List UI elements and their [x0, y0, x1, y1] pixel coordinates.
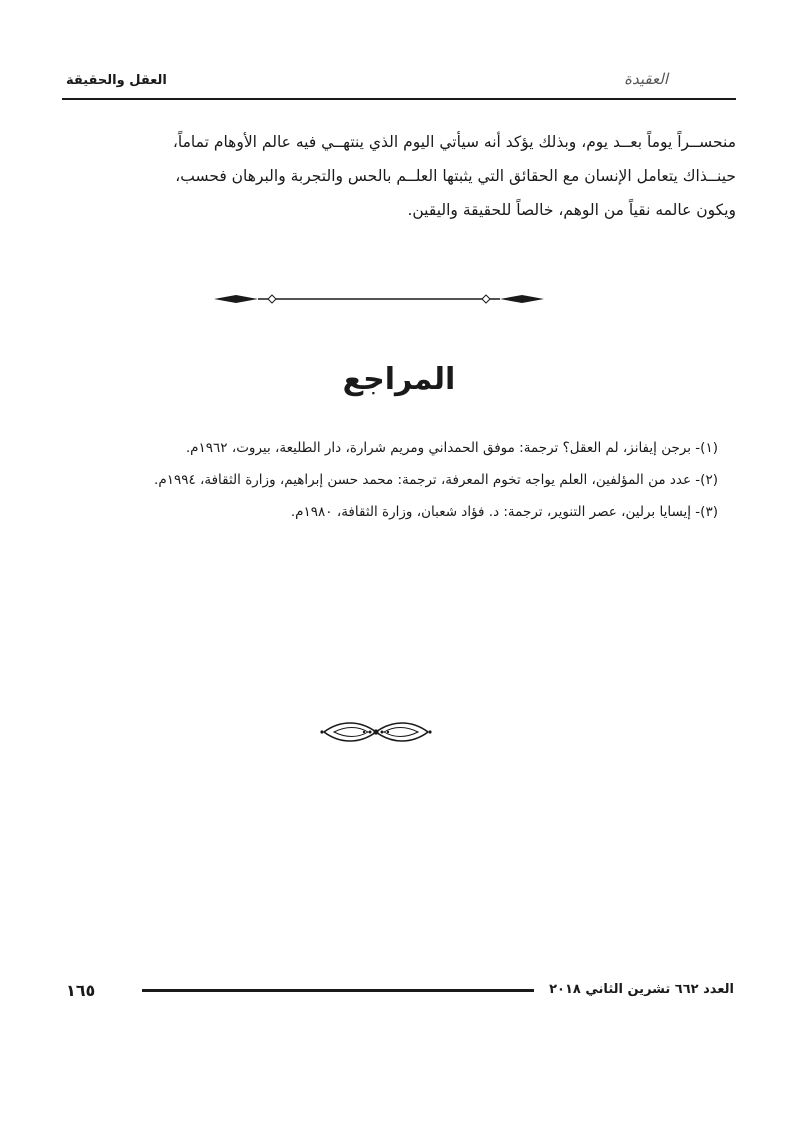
- body-paragraph: [60, 125, 736, 227]
- reference-item: (٣)- إيسايا برلين، عصر التنوير، ترجمة: د. فؤاد شعبان، وزارة الثقافة، ١٩٨٠م.: [290, 504, 718, 520]
- end-ornament: [320, 716, 432, 748]
- body-line: منحســراً يوماً بعــد يوم، وبذلك يؤكد أنه سيأتي اليوم الذي ينتهــي فيه عالم الأوهام تماماً،: [172, 133, 736, 151]
- reference-item: (١)- برجن إيفانز، لم العقل؟ ترجمة: موفق الحمداني ومريم شرارة، دار الطليعة، بيروت، ١٩٦٢م.: [185, 440, 718, 456]
- footer-rule: [142, 989, 534, 992]
- header-rule: [62, 98, 736, 100]
- running-title: العقل والحقيقة: [66, 73, 167, 88]
- reference-item: (٢)- عدد من المؤلفين، العلم يواجه تخوم المعرفة، ترجمة: محمد حسن إبراهيم، وزارة الثقافة، ١٩٩٤م.: [154, 472, 718, 488]
- journal-logo: العقيدة: [624, 70, 668, 88]
- references-list: [58, 432, 718, 528]
- body-line: حينــذاك يتعامل الإنسان مع الحقائق التي يثبتها العلــم بالحس والتجربة والبرهان فحسب،: [175, 167, 736, 185]
- references-heading: المراجع: [342, 362, 456, 397]
- section-divider: [214, 290, 544, 308]
- body-line: ويكون عالمه نقياً من الوهم، خالصاً للحقيقة واليقين.: [407, 201, 736, 219]
- issue-info: العدد ٦٦٢ تشرين الثاني ٢٠١٨: [549, 982, 734, 997]
- page-number: ١٦٥: [66, 981, 96, 1000]
